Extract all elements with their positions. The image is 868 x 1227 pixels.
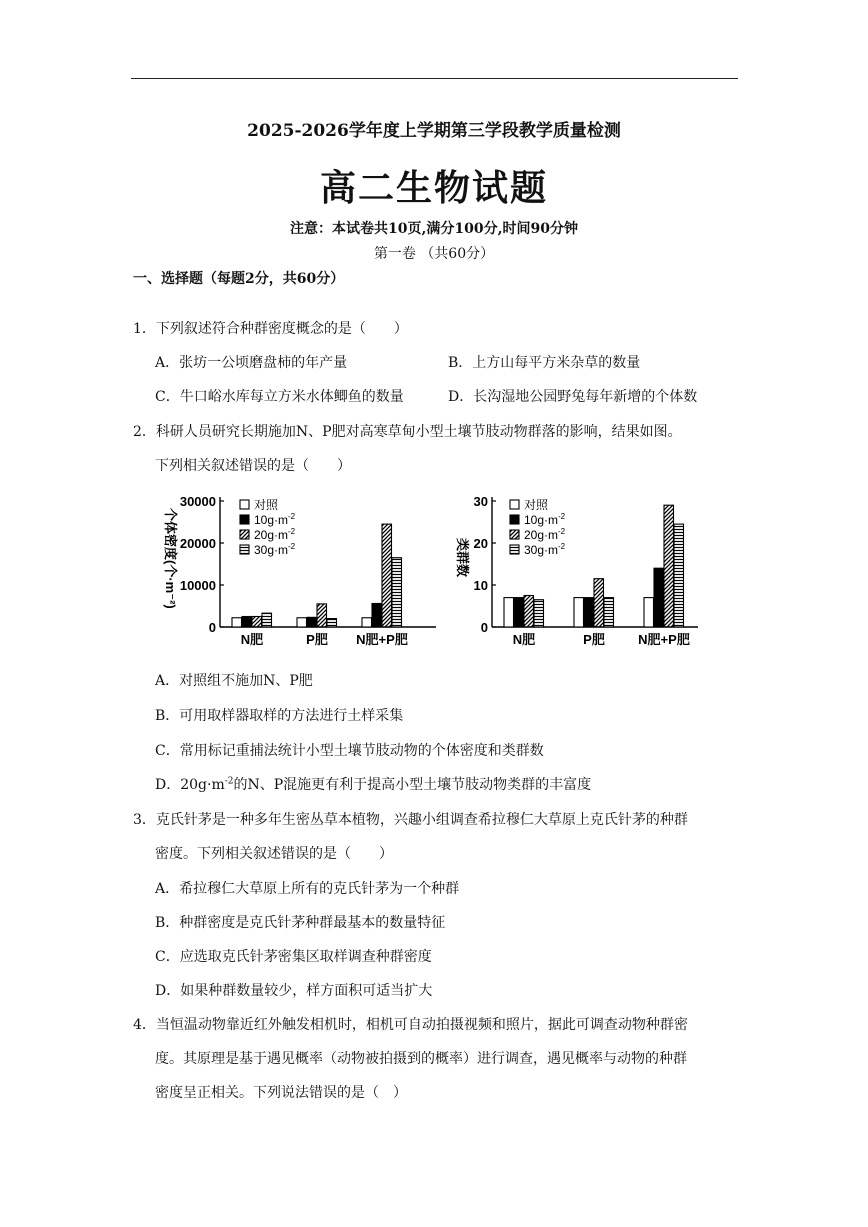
y-tick-label: 10 <box>473 578 488 593</box>
y-tick-label: 0 <box>480 620 488 635</box>
exam-subtitle: 2025-2026学年度上学期第三学段教学质量检测 <box>247 121 621 141</box>
legend-label: $20g\cdot m^{-2}$ <box>524 527 566 542</box>
volume-label: 第一卷 （共60分） <box>373 246 495 262</box>
bar <box>604 598 614 627</box>
q3-stem-line1: 3．克氏针茅是一种多年生密丛草本植物，兴趣小组调查希拉穆仁大草原上克氏针茅的种群 <box>133 812 688 828</box>
x-tick-label: N肥+P肥 <box>356 632 408 647</box>
bar <box>382 524 392 627</box>
y-tick-label: 30 <box>473 494 488 509</box>
bar <box>297 618 307 627</box>
x-tick-label: P肥 <box>306 632 328 647</box>
q4-stem-line3: 密度呈正相关。下列说法错误的是（ ） <box>155 1085 407 1101</box>
bar <box>584 598 594 627</box>
q2-option-a: A．对照组不施加N、P肥 <box>155 673 313 689</box>
legend-swatch <box>510 530 519 539</box>
legend-swatch <box>240 530 249 539</box>
y-tick-label: 30000 <box>179 494 216 509</box>
bar <box>362 618 372 627</box>
x-tick-label: N肥 <box>512 632 536 647</box>
y-tick-label: 20000 <box>179 536 216 551</box>
bar <box>674 524 684 627</box>
section-heading: 一、选择题（每题2分，共60分） <box>133 271 345 287</box>
x-tick-label: P肥 <box>583 632 605 647</box>
bar <box>524 596 534 628</box>
legend-label: 对照 <box>524 498 549 512</box>
q1-option-c: C．牛口峪水库每立方米水体鲫鱼的数量 <box>155 389 404 405</box>
legend-label: $10g\cdot m^{-2}$ <box>524 512 566 527</box>
x-tick-label: N肥 <box>240 632 264 647</box>
y-tick-label: 0 <box>208 620 216 635</box>
legend-swatch <box>510 545 519 554</box>
bar <box>327 619 337 627</box>
bar <box>654 568 664 627</box>
q2-option-d: D．$20g\cdot m^{-2}$的N、P混施更有利于提高小型土壤节肢动物类群的丰富度 <box>155 776 592 793</box>
legend-label: $10g\cdot m^{-2}$ <box>254 512 296 527</box>
q1-stem: 1．下列叙述符合种群密度概念的是（ ） <box>133 321 408 337</box>
exam-title: 高二生物试题 <box>319 167 548 209</box>
legend-swatch <box>510 500 519 509</box>
q1-option-a: A．张坊一公顷磨盘柿的年产量 <box>155 355 348 371</box>
legend-label: $20g\cdot m^{-2}$ <box>254 527 296 542</box>
legend-swatch <box>240 500 249 509</box>
legend-label: $30g\cdot m^{-2}$ <box>254 542 296 557</box>
bar <box>594 579 604 627</box>
q4-stem-line2: 度。其原理是基于遇见概率（动物被拍摄到的概率）进行调查，遇见概率与动物的种群 <box>155 1051 687 1067</box>
q2-option-c: C．常用标记重捕法统计小型土壤节肢动物的个体密度和类群数 <box>155 743 544 759</box>
header-rule <box>131 78 738 79</box>
q4-stem-line1: 4．当恒温动物靠近红外触发相机时，相机可自动拍摄视频和照片，据此可调查动物种群密 <box>133 1017 688 1033</box>
bar <box>504 598 514 627</box>
bar <box>252 617 262 628</box>
bar <box>574 598 584 627</box>
bar <box>317 604 327 627</box>
q3-option-a: A．希拉穆仁大草原上所有的克氏针茅为一个种群 <box>155 881 460 897</box>
q3-stem-line2: 密度。下列相关叙述错误的是（ ） <box>155 846 393 862</box>
q3-option-b: B．种群密度是克氏针茅种群最基本的数量特征 <box>155 915 446 931</box>
q1-option-b: B．上方山每平方米杂草的数量 <box>448 355 641 371</box>
y-axis-label: 类群数 <box>455 538 470 578</box>
y-axis-label: 个体密度(个·m⁻²) <box>163 508 178 609</box>
q3-option-c: C．应选取克氏针茅密集区取样调查种群密度 <box>155 949 432 965</box>
legend-label: $30g\cdot m^{-2}$ <box>524 542 566 557</box>
q2-stem-line2: 下列相关叙述错误的是（ ） <box>155 458 351 474</box>
bar <box>307 617 317 627</box>
bar <box>262 613 272 627</box>
bar <box>242 617 252 628</box>
q2-option-b: B．可用取样器取样的方法进行土样采集 <box>155 708 404 724</box>
bar <box>514 598 524 627</box>
bar <box>372 603 382 627</box>
bar <box>644 598 654 627</box>
legend-swatch <box>240 515 249 524</box>
q3-option-d: D．如果种群数量较少，样方面积可适当扩大 <box>155 983 433 999</box>
legend-label: 对照 <box>254 498 279 512</box>
bar <box>232 618 242 627</box>
chart-density <box>150 486 450 656</box>
exam-notice: 注意：本试卷共10页,满分100分,时间90分钟 <box>290 221 578 237</box>
q2-stem-line1: 2．科研人员研究长期施加N、P肥对高寒草甸小型土壤节肢动物群落的影响，结果如图。 <box>133 424 682 440</box>
legend-swatch <box>240 545 249 554</box>
bar <box>392 558 402 627</box>
y-tick-label: 20 <box>473 536 488 551</box>
bar <box>664 505 674 627</box>
legend-swatch <box>510 515 519 524</box>
bar <box>534 600 544 627</box>
x-tick-label: N肥+P肥 <box>638 632 690 647</box>
q1-option-d: D．长沟湿地公园野兔每年新增的个体数 <box>448 389 698 405</box>
y-tick-label: 10000 <box>179 578 216 593</box>
chart-taxa <box>452 486 712 656</box>
